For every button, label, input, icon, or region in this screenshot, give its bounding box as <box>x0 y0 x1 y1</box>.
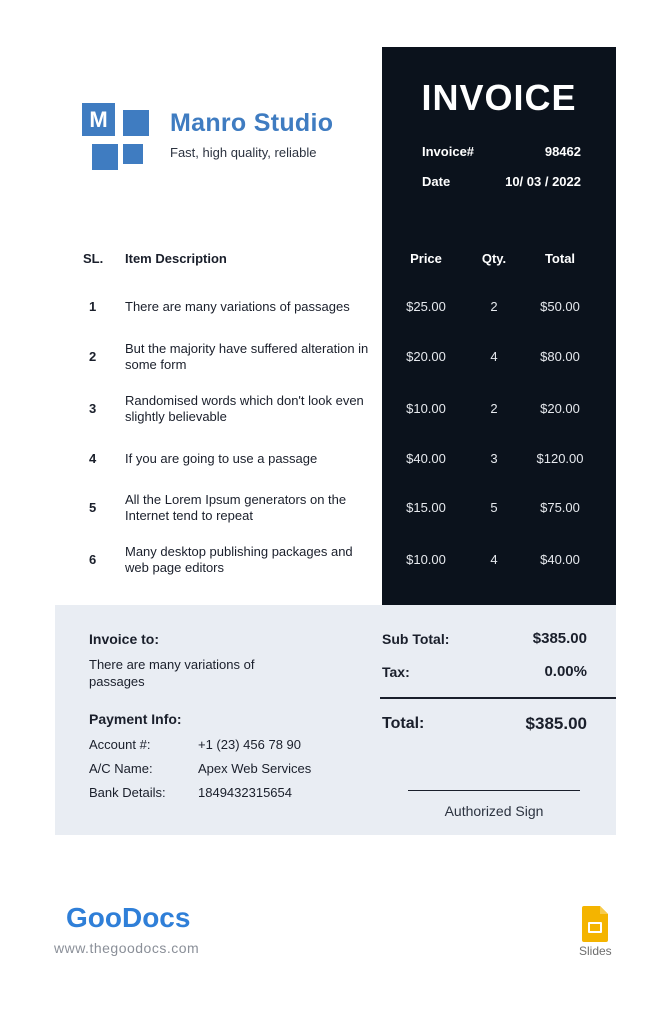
row-sl: 5 <box>89 500 97 515</box>
goodocs-url: www.thegoodocs.com <box>54 940 200 956</box>
header-price: Price <box>410 251 442 266</box>
row-description: But the majority have suffered alteration in some form <box>125 341 369 372</box>
row-qty: 4 <box>490 552 498 567</box>
table-row <box>55 389 616 429</box>
row-qty: 2 <box>490 401 498 416</box>
table-row <box>55 439 616 479</box>
row-price: $10.00 <box>406 401 446 416</box>
google-slides-icon <box>582 906 608 942</box>
invoice-date: 10/ 03 / 2022 <box>505 174 581 189</box>
bank-label: Bank Details: <box>89 785 166 800</box>
row-total: $80.00 <box>540 349 580 364</box>
invoice-title: INVOICE <box>421 77 577 118</box>
row-sl: 3 <box>89 401 97 416</box>
tax-label: Tax: <box>382 664 410 680</box>
account-label: Account #: <box>89 737 151 752</box>
row-price: $25.00 <box>406 299 446 314</box>
row-description: If you are going to use a passage <box>125 451 318 466</box>
invoice-number-label: Invoice# <box>422 144 475 159</box>
payment-info-heading: Payment Info: <box>89 711 182 727</box>
invoice-page <box>55 47 616 835</box>
row-total: $120.00 <box>536 451 584 466</box>
row-description: All the Lorem Ipsum generators on the Internet tend to repeat <box>125 492 347 523</box>
row-price: $40.00 <box>406 451 446 466</box>
row-total: $75.00 <box>540 500 580 515</box>
row-price: $10.00 <box>406 552 446 567</box>
invoice-date-label: Date <box>422 174 451 189</box>
company-tagline: Fast, high quality, reliable <box>170 145 317 160</box>
total-label: Total: <box>382 715 425 732</box>
invoice-to-heading: Invoice to: <box>89 631 160 647</box>
row-sl: 1 <box>89 299 97 314</box>
row-sl: 4 <box>89 451 97 466</box>
company-logo <box>82 103 152 173</box>
row-sl: 2 <box>89 349 97 364</box>
signature-line <box>408 790 580 791</box>
goodocs-logo: GooDocs <box>66 902 191 933</box>
row-qty: 3 <box>490 451 498 466</box>
ac-name-value: Apex Web Services <box>198 761 312 776</box>
row-price: $20.00 <box>406 349 446 364</box>
row-total: $50.00 <box>540 299 580 314</box>
tax-value: 0.00% <box>544 663 587 680</box>
table-row <box>55 488 616 528</box>
row-description: There are many variations of passages <box>125 299 350 314</box>
row-description: Many desktop publishing packages and web page editors <box>125 544 353 575</box>
header-total: Total <box>544 251 576 266</box>
summary-divider <box>380 697 616 699</box>
logo-letter-square: M <box>82 103 115 136</box>
authorized-sign-label: Authorized Sign <box>444 803 544 819</box>
row-qty: 2 <box>490 299 498 314</box>
account-value: +1 (23) 456 78 90 <box>198 737 301 752</box>
invoice-to-text: There are many variations of passages <box>89 657 255 689</box>
table-row <box>55 337 616 377</box>
row-total: $20.00 <box>540 401 580 416</box>
row-qty: 4 <box>490 349 498 364</box>
total-value: $385.00 <box>525 714 587 733</box>
header-qty: Qty. <box>481 251 507 266</box>
ac-name-label: A/C Name: <box>89 761 153 776</box>
row-total: $40.00 <box>540 552 580 567</box>
header-description: Item Description <box>125 251 227 266</box>
table-row <box>55 540 616 580</box>
table-row <box>55 287 616 327</box>
invoice-number: 98462 <box>544 144 581 159</box>
bank-value: 1849432315654 <box>198 785 292 800</box>
row-price: $15.00 <box>406 500 446 515</box>
row-description: Randomised words which don't look even slightly believable <box>125 393 364 424</box>
slides-label: Slides <box>579 944 612 958</box>
header-sl: SL. <box>83 251 104 266</box>
row-sl: 6 <box>89 552 97 567</box>
subtotal-label: Sub Total: <box>382 631 450 647</box>
row-qty: 5 <box>490 500 498 515</box>
subtotal-value: $385.00 <box>532 630 587 647</box>
company-name: Manro Studio <box>170 109 334 137</box>
